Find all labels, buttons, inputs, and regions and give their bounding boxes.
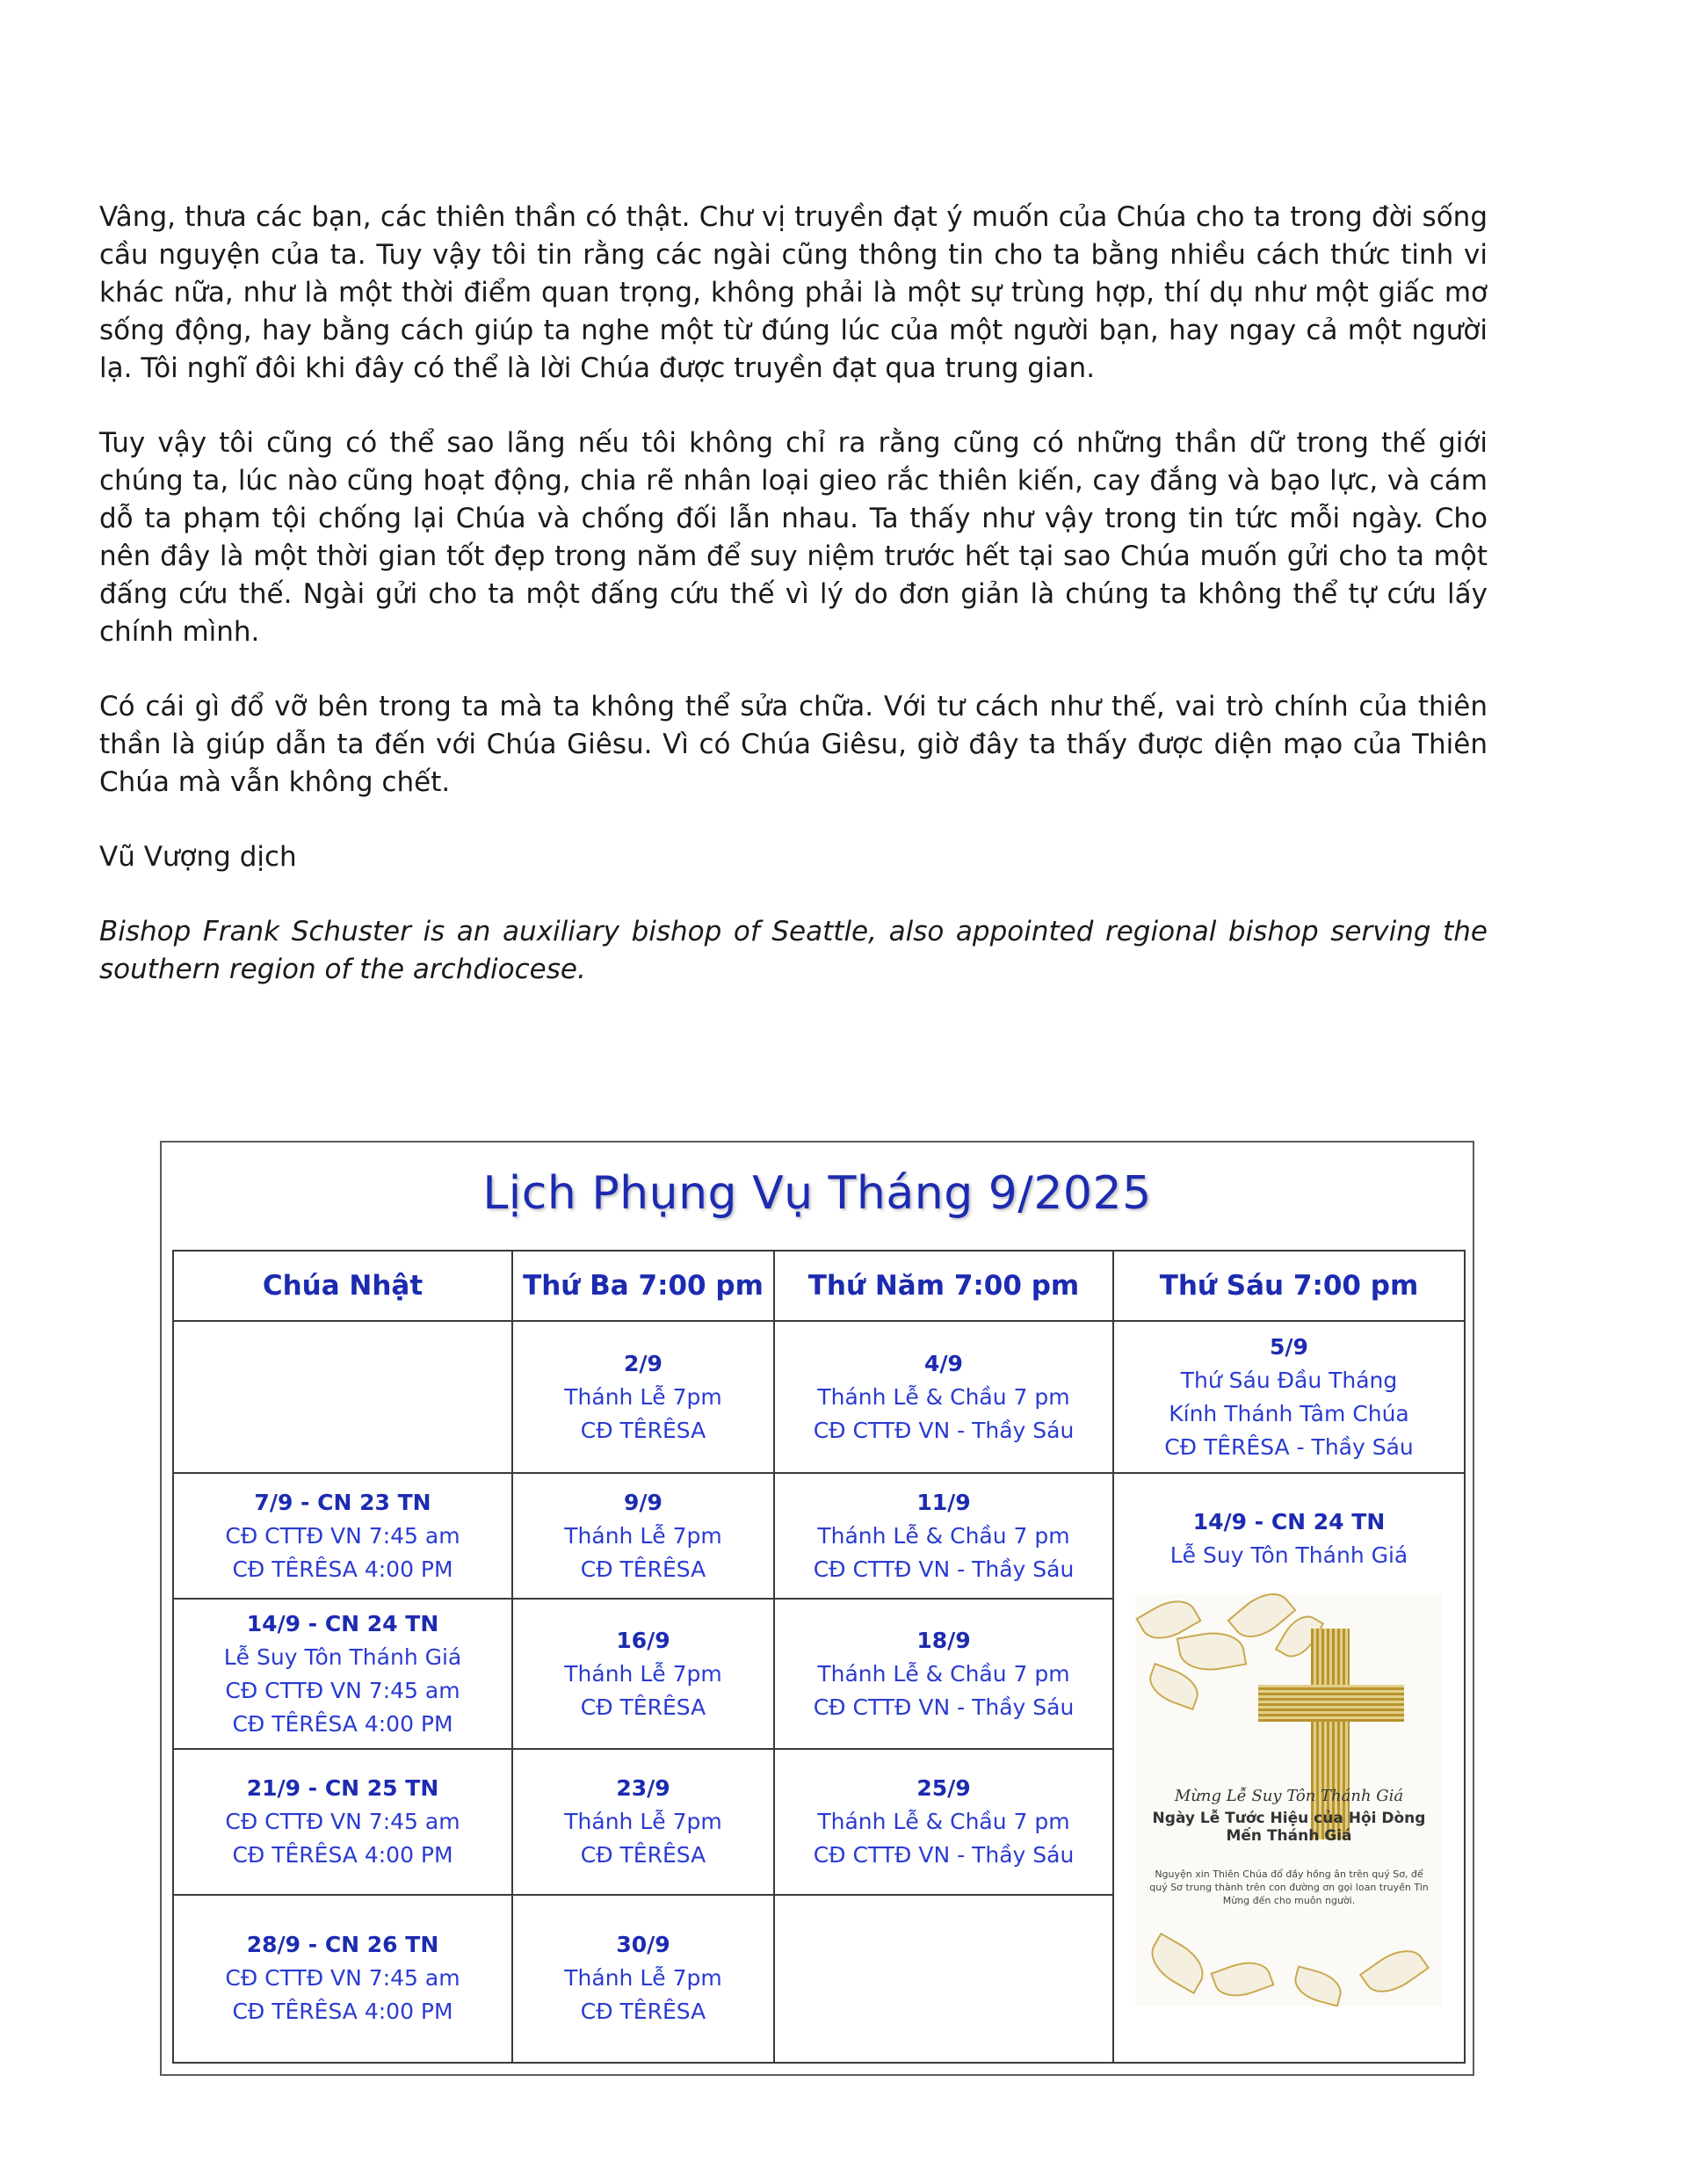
schedule-cell bbox=[774, 1599, 1113, 1749]
empty-cell bbox=[774, 1895, 1113, 2063]
header-tuesday: Thứ Ba 7:00 pm bbox=[512, 1251, 774, 1321]
cell-line: Thánh Lễ 7pm bbox=[564, 1383, 722, 1410]
cell-date: 7/9 - CN 23 TN bbox=[254, 1489, 431, 1515]
cell-date: 21/9 - CN 25 TN bbox=[246, 1775, 439, 1802]
art-subtitle: Ngày Lễ Tước Hiệu của Hội Dòng Mến Thánh Giá bbox=[1152, 1810, 1426, 1846]
feast-cross-image bbox=[1135, 1593, 1443, 2006]
schedule-cell bbox=[774, 1749, 1113, 1894]
feast-date: 14/9 - CN 24 TN bbox=[1192, 1509, 1386, 1535]
cell-line: Thánh Lễ & Chầu 7 pm bbox=[817, 1660, 1070, 1687]
article-paragraph-1: Vâng, thưa các bạn, các thiên thần có thật. Chư vị truyền đạt ý muốn của Chúa cho ta trong đời sống cầu nguyện của ta. Tuy vậy tôi tin rằng các ngài cũng thông tin cho ta bằng nhiều cách thức tinh vi khác nữa, như là một thời điểm quan trọng, không phải là một sự trùng hợp, thí dụ như một giấc mơ sống động, hay bằng cách giúp ta nghe một từ đúng lúc của một người bạn, hay ngay cả một người lạ. Tôi nghĩ đôi khi đây có thể là lời Chúa được truyền đạt qua trung gian. bbox=[99, 201, 1488, 384]
cell-line: Kính Thánh Tâm Chúa bbox=[1169, 1400, 1409, 1426]
cell-line: CĐ TÊRÊSA - Thầy Sáu bbox=[1164, 1433, 1414, 1460]
cell-line: CĐ CTTĐ VN - Thầy Sáu bbox=[813, 1556, 1075, 1582]
cell-line: CĐ TÊRÊSA 4:00 PM bbox=[232, 1842, 453, 1868]
cell-line: CĐ TÊRÊSA 4:00 PM bbox=[232, 1556, 453, 1582]
calendar-title: Lịch Phụng Vụ Tháng 9/2025 bbox=[482, 1167, 1152, 1220]
cell-line: Thánh Lễ 7pm bbox=[564, 1522, 722, 1549]
cell-line: CĐ TÊRÊSA 4:00 PM bbox=[232, 1710, 453, 1737]
cell-line: CĐ TÊRÊSA 4:00 PM bbox=[232, 1999, 453, 2025]
cell-line: Lễ Suy Tôn Thánh Giá bbox=[223, 1643, 462, 1670]
schedule-cell bbox=[512, 1321, 774, 1473]
schedule-cell bbox=[512, 1599, 774, 1749]
empty-cell bbox=[173, 1321, 512, 1473]
cell-line: CĐ CTTĐ VN - Thầy Sáu bbox=[813, 1842, 1075, 1868]
schedule-row bbox=[173, 1321, 1465, 1473]
schedule-cell bbox=[173, 1473, 512, 1599]
cell-line: Thánh Lễ & Chầu 7 pm bbox=[817, 1522, 1070, 1549]
cell-line: CĐ CTTĐ VN 7:45 am bbox=[225, 1677, 460, 1703]
schedule-cell bbox=[1113, 1321, 1465, 1473]
cell-line: CĐ CTTĐ VN - Thầy Sáu bbox=[813, 1417, 1075, 1443]
cell-date: 4/9 bbox=[924, 1350, 963, 1376]
cell-line: Thánh Lễ & Chầu 7 pm bbox=[817, 1809, 1070, 1835]
header-sunday: Chúa Nhật bbox=[173, 1251, 512, 1321]
schedule-header-row bbox=[173, 1251, 1465, 1321]
header-friday: Thứ Sáu 7:00 pm bbox=[1113, 1251, 1465, 1321]
schedule-cell bbox=[512, 1473, 774, 1599]
cell-line: Thứ Sáu Đầu Tháng bbox=[1180, 1367, 1398, 1393]
cell-date: 5/9 bbox=[1270, 1333, 1308, 1360]
art-title: Mừng Lễ Suy Tôn Thánh Giá bbox=[1174, 1787, 1404, 1806]
cell-line: Thánh Lễ 7pm bbox=[564, 1965, 722, 1992]
cell-line: CĐ TÊRÊSA bbox=[580, 1999, 706, 2025]
cell-line: CĐ CTTĐ VN 7:45 am bbox=[225, 1522, 460, 1549]
cell-date: 16/9 bbox=[616, 1627, 670, 1653]
cell-line: CĐ CTTĐ VN - Thầy Sáu bbox=[813, 1694, 1075, 1720]
schedule-cell bbox=[774, 1473, 1113, 1599]
cell-line: CĐ CTTĐ VN 7:45 am bbox=[225, 1965, 460, 1992]
schedule-cell bbox=[173, 1749, 512, 1894]
cell-line: Thánh Lễ & Chầu 7 pm bbox=[817, 1383, 1070, 1410]
author-bio: Bishop Frank Schuster is an auxiliary bishop of Seattle, also appointed regional bishop serving the southern region of the archdiocese. bbox=[99, 916, 1488, 985]
schedule-cell bbox=[512, 1749, 774, 1894]
cell-line: CĐ CTTĐ VN 7:45 am bbox=[225, 1809, 460, 1835]
article-body bbox=[99, 199, 1488, 1026]
cell-line: CĐ TÊRÊSA bbox=[580, 1556, 706, 1582]
cell-line: CĐ TÊRÊSA bbox=[580, 1417, 706, 1443]
cell-date: 9/9 bbox=[624, 1489, 662, 1515]
article-paragraph-3: Có cái gì đổ vỡ bên trong ta mà ta không thể sửa chữa. Với tư cách như thế, vai trò chính của thiên thần là giúp dẫn ta đến với Chúa Giêsu. Vì có Chúa Giêsu, giờ đây ta thấy được diện mạo của Thiên Chúa mà vẫn không chết. bbox=[99, 691, 1488, 798]
article-paragraph-2: Tuy vậy tôi cũng có thể sao lãng nếu tôi không chỉ ra rằng cũng có những thần dữ trong thế giới chúng ta, lúc nào cũng hoạt động, chia rẽ nhân loại gieo rắc thiên kiến, cay đắng và bạo lực, và cám dỗ ta phạm tội chống lại Chúa và chống đối lẫn nhau. Ta thấy như vậy trong tin tức mỗi ngày. Cho nên đây là một thời gian tốt đẹp trong năm để suy niệm trước hết tại sao Chúa muốn gửi cho ta một đấng cứu thế. Ngài gửi cho ta một đấng cứu thế vì lý do đơn giản là chúng ta không thể tự cứu lấy chính mình. bbox=[99, 427, 1488, 648]
schedule-cell bbox=[173, 1599, 512, 1749]
cell-date: 11/9 bbox=[916, 1489, 971, 1515]
art-prayer: Nguyện xin Thiên Chúa đổ đầy hồng ân trên quý Sơ, để quý Sơ trung thành trên con đường ơn gọi loan truyền Tin Mừng đến cho muôn người. bbox=[1149, 1868, 1429, 1907]
schedule-cell bbox=[512, 1895, 774, 2063]
cell-date: 23/9 bbox=[616, 1775, 670, 1802]
cell-date: 18/9 bbox=[916, 1627, 971, 1653]
cell-line: Thánh Lễ 7pm bbox=[564, 1660, 722, 1687]
schedule-cell bbox=[774, 1321, 1113, 1473]
liturgy-calendar bbox=[160, 1141, 1474, 2076]
feast-name: Lễ Suy Tôn Thánh Giá bbox=[1169, 1542, 1408, 1569]
schedule-cell bbox=[173, 1895, 512, 2063]
cell-date: 28/9 - CN 26 TN bbox=[246, 1932, 439, 1958]
cell-line: Thánh Lễ 7pm bbox=[564, 1809, 722, 1835]
translator-credit: Vũ Vượng dịch bbox=[99, 841, 297, 873]
header-thursday: Thứ Năm 7:00 pm bbox=[774, 1251, 1113, 1321]
feast-cell bbox=[1113, 1473, 1465, 2063]
cell-date: 2/9 bbox=[624, 1350, 662, 1376]
cell-line: CĐ TÊRÊSA bbox=[580, 1694, 706, 1720]
cell-date: 30/9 bbox=[616, 1932, 670, 1958]
schedule-table bbox=[172, 1250, 1466, 2064]
cell-date: 25/9 bbox=[916, 1775, 971, 1802]
schedule-row bbox=[173, 1473, 1465, 1599]
cell-line: CĐ TÊRÊSA bbox=[580, 1842, 706, 1868]
cell-date: 14/9 - CN 24 TN bbox=[246, 1610, 439, 1636]
